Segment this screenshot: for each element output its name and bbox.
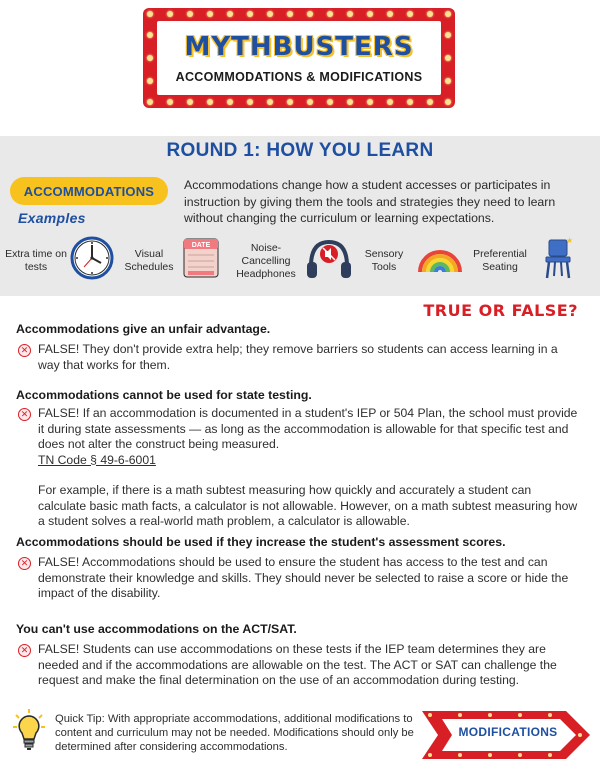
marquee-bulb bbox=[445, 32, 451, 38]
false-x-icon: ✕ bbox=[18, 408, 31, 421]
marquee-bulb bbox=[227, 99, 233, 105]
accommodations-description: Accommodations change how a student accesses or participates in instruction by giving them the tools and strategies they need to learn without changing the curriculum or learning expectations. bbox=[184, 178, 556, 225]
marquee-bulb bbox=[427, 99, 433, 105]
marquee-bulb bbox=[307, 11, 313, 17]
marquee-bulb bbox=[327, 99, 333, 105]
svg-text:DATE: DATE bbox=[191, 242, 211, 249]
marquee-bulb bbox=[167, 99, 173, 105]
marquee-bulb bbox=[407, 11, 413, 17]
chair-icon bbox=[543, 236, 573, 280]
marquee-bulb bbox=[267, 99, 273, 105]
myth-answer: FALSE! They don't provide extra help; they remove barriers so students can access learning in a way that works for them. bbox=[38, 342, 558, 372]
clock-icon bbox=[70, 236, 114, 280]
calendar-icon bbox=[183, 237, 219, 279]
modifications-button[interactable]: MODIFICATIONS bbox=[458, 725, 558, 739]
marquee-bulb bbox=[367, 99, 373, 105]
marquee-bulb bbox=[347, 11, 353, 17]
example-label-sensory-tools: Sensory Tools bbox=[364, 248, 404, 273]
marquee-bulb bbox=[247, 11, 253, 17]
example-label-visual-schedules: Visual Schedules bbox=[124, 248, 174, 273]
example-label-extra-time: Extra time on tests bbox=[5, 248, 67, 273]
svg-text:★: ★ bbox=[566, 236, 573, 245]
myth-answer: FALSE! If an accommodation is documented in a student's IEP or 504 Plan, the school must provide it during state assessments — as long as the accommodation is allowable for that specific test and does not alter the construct being measured. bbox=[38, 406, 578, 451]
page-subtitle: ACCOMMODATIONS & MODIFICATIONS bbox=[175, 70, 423, 84]
examples-label: Examples bbox=[18, 210, 86, 226]
rainbow-icon bbox=[418, 248, 462, 274]
marquee-bulb bbox=[445, 99, 451, 105]
marquee-bulb bbox=[387, 99, 393, 105]
citation-link[interactable]: TN Code § 49-6-6001 bbox=[38, 452, 156, 467]
marquee-bulb bbox=[387, 11, 393, 17]
marquee-bulb bbox=[347, 99, 353, 105]
quick-tip: Quick Tip: With appropriate accommodations, additional modifications to content and curriculum may not be needed. Modifications should only be determined after considering accommodations. bbox=[55, 713, 414, 753]
myth-example: For example, if there is a math subtest measuring how quickly and accurately a student can calculate basic math facts, a calculator is not allowable. However, on a math subtest measuring how a student solves a real-world math problem, a calculator is allowable. bbox=[38, 483, 578, 528]
marquee-bulb bbox=[287, 99, 293, 105]
myth-question: Accommodations should be used if they increase the student's assessment scores. bbox=[16, 535, 506, 549]
marquee-bulb bbox=[327, 11, 333, 17]
round-title: ROUND 1: HOW YOU LEARN bbox=[166, 140, 434, 161]
false-x-icon: ✕ bbox=[18, 344, 31, 357]
marquee-bulb bbox=[427, 11, 433, 17]
marquee-bulb bbox=[247, 99, 253, 105]
marquee-bulb bbox=[147, 32, 153, 38]
marquee-bulb bbox=[445, 78, 451, 84]
marquee-bulb bbox=[227, 11, 233, 17]
myth-question: Accommodations cannot be used for state testing. bbox=[16, 388, 312, 402]
headphones-icon bbox=[305, 236, 353, 282]
page-title: MYTHBUSTERS bbox=[184, 32, 414, 62]
myth-question: Accommodations give an unfair advantage. bbox=[16, 322, 271, 336]
false-x-icon: ✕ bbox=[18, 644, 31, 657]
marquee-bulb bbox=[207, 11, 213, 17]
marquee-bulb bbox=[187, 11, 193, 17]
myth-answer-block bbox=[38, 406, 578, 530]
marquee-bulb bbox=[287, 11, 293, 17]
marquee-bulb bbox=[187, 99, 193, 105]
example-label-headphones: Noise-Cancelling Headphones bbox=[236, 242, 296, 280]
marquee-bulb bbox=[267, 11, 273, 17]
myth-question: You can't use accommodations on the ACT/SAT. bbox=[16, 622, 297, 636]
marquee-bulb bbox=[445, 11, 451, 17]
accommodations-badge: ACCOMMODATIONS bbox=[10, 177, 168, 205]
marquee-inner bbox=[157, 21, 441, 95]
marquee-bulb bbox=[407, 99, 413, 105]
myth-answer: FALSE! Students can use accommodations on these tests if the IEP team determines they are needed and if the accommodations are allowable on the test. The ACT or SAT can challenge the request and make the final determination on the use of an accommodation during testing. bbox=[38, 642, 557, 687]
myth-answer: FALSE! Accommodations should be used to ensure the student has access to the test and can demonstrate their knowledge and skills. They should never be selected to raise a score or hide the impact of the disability. bbox=[38, 555, 569, 600]
example-label-preferential-seating: Preferential Seating bbox=[473, 248, 527, 273]
marquee-bulb bbox=[307, 99, 313, 105]
marquee-bulb bbox=[367, 11, 373, 17]
true-or-false-heading: TRUE OR FALSE? bbox=[423, 301, 578, 320]
lightbulb-icon bbox=[12, 708, 46, 752]
marquee-bulb bbox=[147, 55, 153, 61]
marquee-bulb bbox=[445, 55, 451, 61]
false-x-icon: ✕ bbox=[18, 557, 31, 570]
marquee-bulb bbox=[167, 11, 173, 17]
marquee-bulb bbox=[147, 99, 153, 105]
marquee-bulb bbox=[207, 99, 213, 105]
marquee-bulb bbox=[147, 78, 153, 84]
marquee-bulb bbox=[147, 11, 153, 17]
marquee-header bbox=[143, 8, 455, 108]
